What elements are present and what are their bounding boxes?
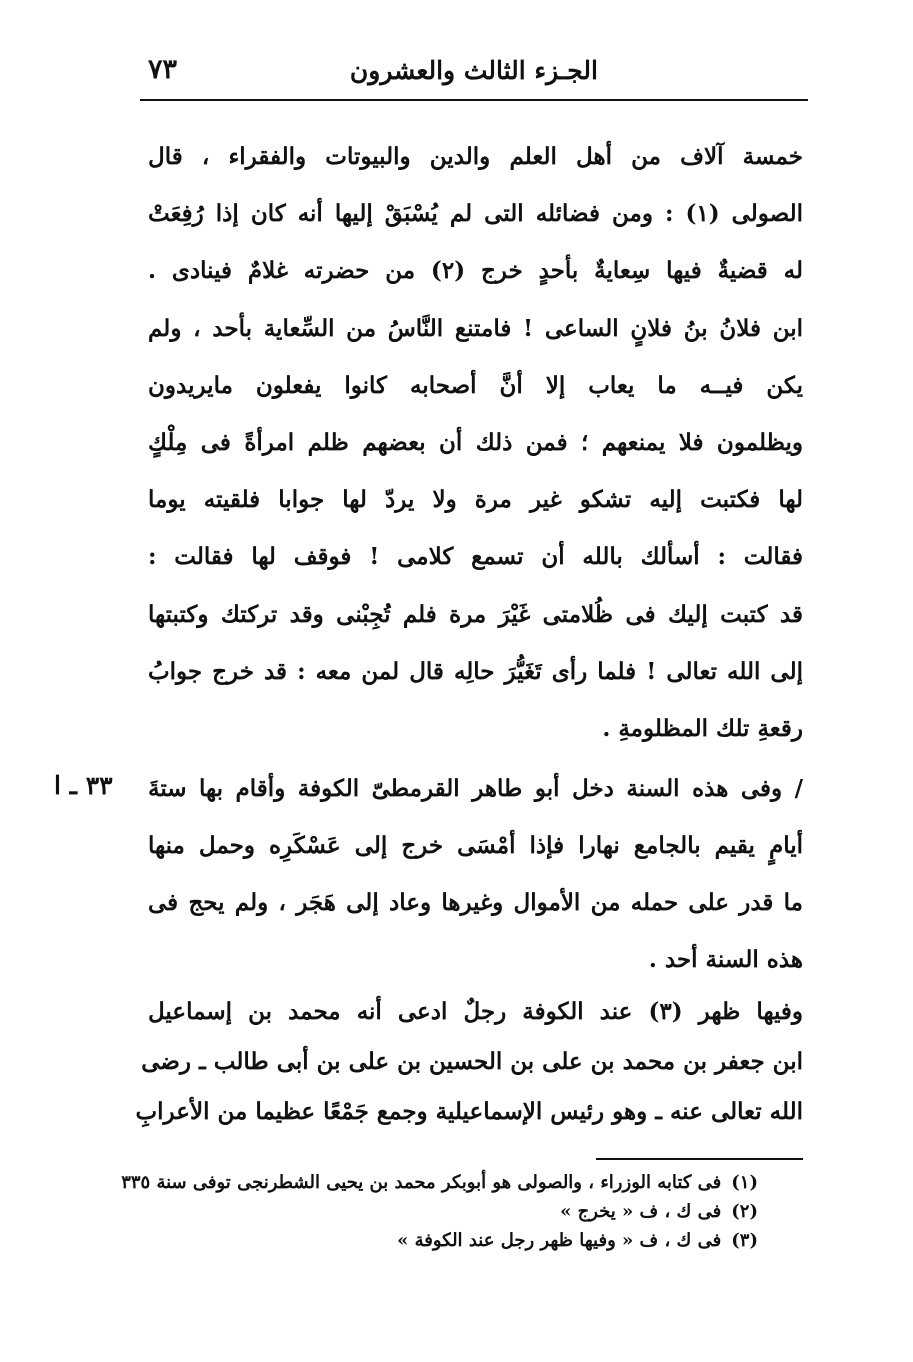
text-line: ابن فلانُ بنُ فلانٍ الساعى ! فامتنع النَّاسُ من السِّعاية بأحد ، ولم [148, 314, 803, 342]
footnote-text: فى ك ، ف « يخرج » [560, 1201, 722, 1222]
header-rule [140, 99, 808, 101]
footnote-number: (١) [731, 1172, 758, 1193]
footnote-number: (٣) [731, 1230, 758, 1251]
footnote-rule [596, 1158, 803, 1160]
text-line: وفيها ظهر (٣) عند الكوفة رجلٌ ادعى أنه محمد بن إسماعيل [148, 998, 803, 1025]
text-line: الله تعالى عنه ـ وهو رئيس الإسماعيلية وجمع جَمْعًا عظيما من الأعرابِ [135, 1098, 803, 1125]
page-number: ٧٣ [148, 54, 178, 85]
text-line: يكن فيــه ما يعاب إلا أنَّ أصحابه كانوا يفعلون مايريدون [148, 371, 803, 399]
text-line: له قضيةٌ فيها سِعايةٌ بأحدٍ خرج (٢) من حضرته غلامٌ فينادى . [148, 257, 803, 285]
paragraph-1 [148, 128, 803, 757]
text-line: ابن جعفر بن محمد بن على بن الحسين بن على بن أبى طالب ـ رضى [141, 1048, 803, 1075]
text-line: خمسة آلاف من أهل العلم والدين والبيوتات والفقراء ، قال [148, 143, 803, 170]
footnote-text: فى ك ، ف « وفيها ظهر رجل عند الكوفة » [397, 1230, 722, 1251]
footnote-number: (٢) [731, 1201, 758, 1222]
footnote [148, 1226, 758, 1255]
text-line: الصولى (١) : ومن فضائله التى لم يُسْبَقْ إليها أنه كان إذا رُفِعَتْ [148, 200, 803, 228]
paragraph-3 [135, 987, 803, 1137]
margin-reference: ٣٣ ـ ا [54, 771, 113, 800]
text-line: فقالت : أسألك بالله أن تسمع كلامى ! فوقف لها فقالت : [148, 543, 803, 571]
text-line: / وفى هذه السنة دخل أبو طاهر القرمطىّ الكوفة وأقام بها ستةَ [148, 775, 803, 802]
footnote [121, 1168, 758, 1197]
text-line: قد كتبت إليك فى ظُلامتى غَيْرَ مرة فلم تُجِبْنى وقد تركتك وكتبتها [148, 600, 803, 628]
paragraph-2 [148, 760, 803, 988]
running-header [140, 52, 808, 92]
text-line: رقعةِ تلك المظلومةِ . [602, 715, 803, 743]
text-line: لها فكتبت إليه تشكو غير مرة ولا يردّ لها جوابا فلقيته يوما [148, 486, 803, 514]
text-line: ويظلمون فلا يمنعهم ؛ فمن ذلك أن بعضهم ظلم امرأةً فى مِلْكٍ [148, 429, 803, 457]
running-title: الجـزء الثالث والعشرون [349, 56, 598, 85]
text-line: ما قدر على حمله من الأموال وغيرها وعاد إلى هَجَر ، ولم يحج فى [148, 889, 803, 916]
text-line: إلى الله تعالى ! فلما رأى تَغَيُّرَ حالِه قال لمن معه : قد خرج جوابُ [148, 657, 803, 685]
text-line: هذه السنة أحد . [648, 946, 803, 973]
footnote-text: فى كتابه الوزراء ، والصولى هو أبوبكر محمد بن يحيى الشطرنجى توفى سنة ٣٣٥ [121, 1172, 722, 1193]
text-line: أيامٍ يقيم بالجامع نهارا فإذا أمْسَى خرج إلى عَسْكَرِه وحمل منها [148, 832, 803, 859]
footnotes [121, 1168, 758, 1255]
footnote [148, 1197, 758, 1226]
